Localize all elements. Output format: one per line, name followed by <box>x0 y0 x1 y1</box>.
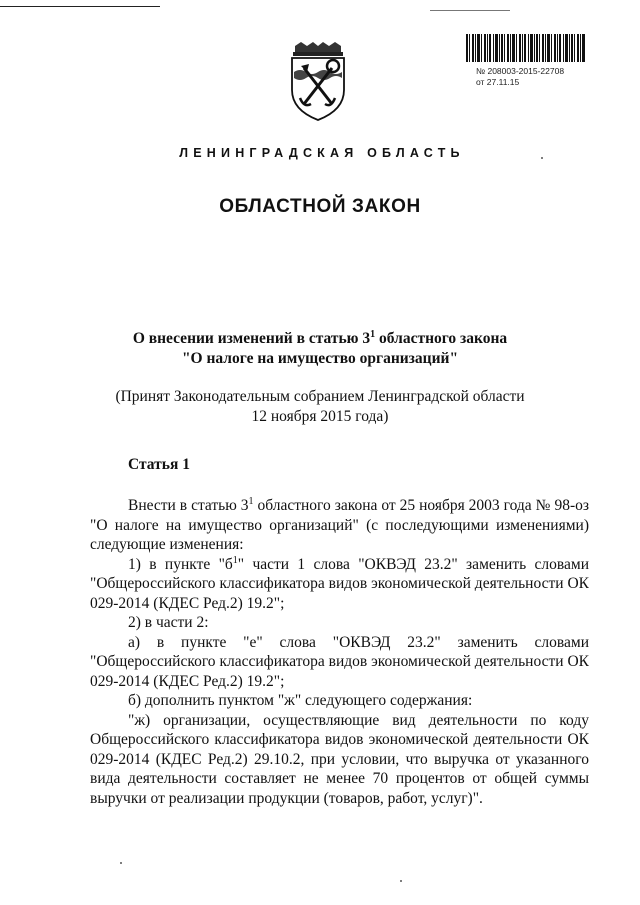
barcode-icon <box>466 34 586 62</box>
scan-speck <box>120 862 122 864</box>
article-intro: Внести в статью $3^1$ областного закона от 25 ноября 2003 года № 98-оз "О налоге на имущество организаций" (с последующими изменениями) следующие изменения: <box>90 495 589 553</box>
law-title-line-2: "О налоге на имущество организаций" <box>181 350 459 367</box>
scan-speck <box>541 157 543 159</box>
region-name: ЛЕНИНГРАДСКАЯ ОБЛАСТЬ <box>179 146 465 160</box>
article-body <box>90 496 589 808</box>
amendment-item-2a: а) в пункте "е" слова "ОКВЭД 23.2" заменить словами "Общероссийского классификатора видов экономической деятельности ОК 029-2014 (КДЕС Ред.2) 19.2"; <box>90 633 589 690</box>
document-type: ОБЛАСТНОЙ ЗАКОН <box>219 196 421 217</box>
law-title <box>0 329 640 369</box>
amendment-item-2b-text: "ж) организации, осуществляющие вид деятельности по коду Общероссийского классификатора видов экономической деятельности ОК 029-2014 (КДЕС Ред.2) 29.10.2, при условии, что выручка от указанного вида деятельности составляет не менее 70 процентов от общей суммы выручки от реализации продукции (товаров, работ, услуг)". <box>90 711 589 807</box>
registration-number: № 208003-2015-22708 <box>476 66 565 76</box>
scan-edge-top-right <box>430 10 510 11</box>
amendment-item-2: 2) в части 2: <box>128 614 209 631</box>
amendment-item-2b: б) дополнить пунктом "ж" следующего содержания: <box>128 692 473 709</box>
adoption-note-line-2: 12 ноября 2015 года) <box>251 408 389 425</box>
scan-speck <box>400 880 402 882</box>
registration-date: от 27.11.15 <box>476 77 520 87</box>
article-heading: Статья 1 <box>128 456 190 473</box>
registration-block <box>476 66 564 88</box>
adoption-note-line-1: (Принят Законодательным собранием Ленинградской области <box>115 388 525 405</box>
adoption-note <box>0 387 640 427</box>
law-title-line-1: О внесении изменений в статью $3^1$ областного закона <box>132 328 508 347</box>
amendment-item-1: 1) в пункте "$б^1$" части 1 слова "ОКВЭД 23.2" заменить словами "Общероссийского классификатора видов экономической деятельности ОК 029-2014 (КДЕС Ред.2) 19.2"; <box>90 554 589 612</box>
coat-of-arms-icon <box>287 42 349 122</box>
scan-edge-top-left <box>0 6 160 7</box>
